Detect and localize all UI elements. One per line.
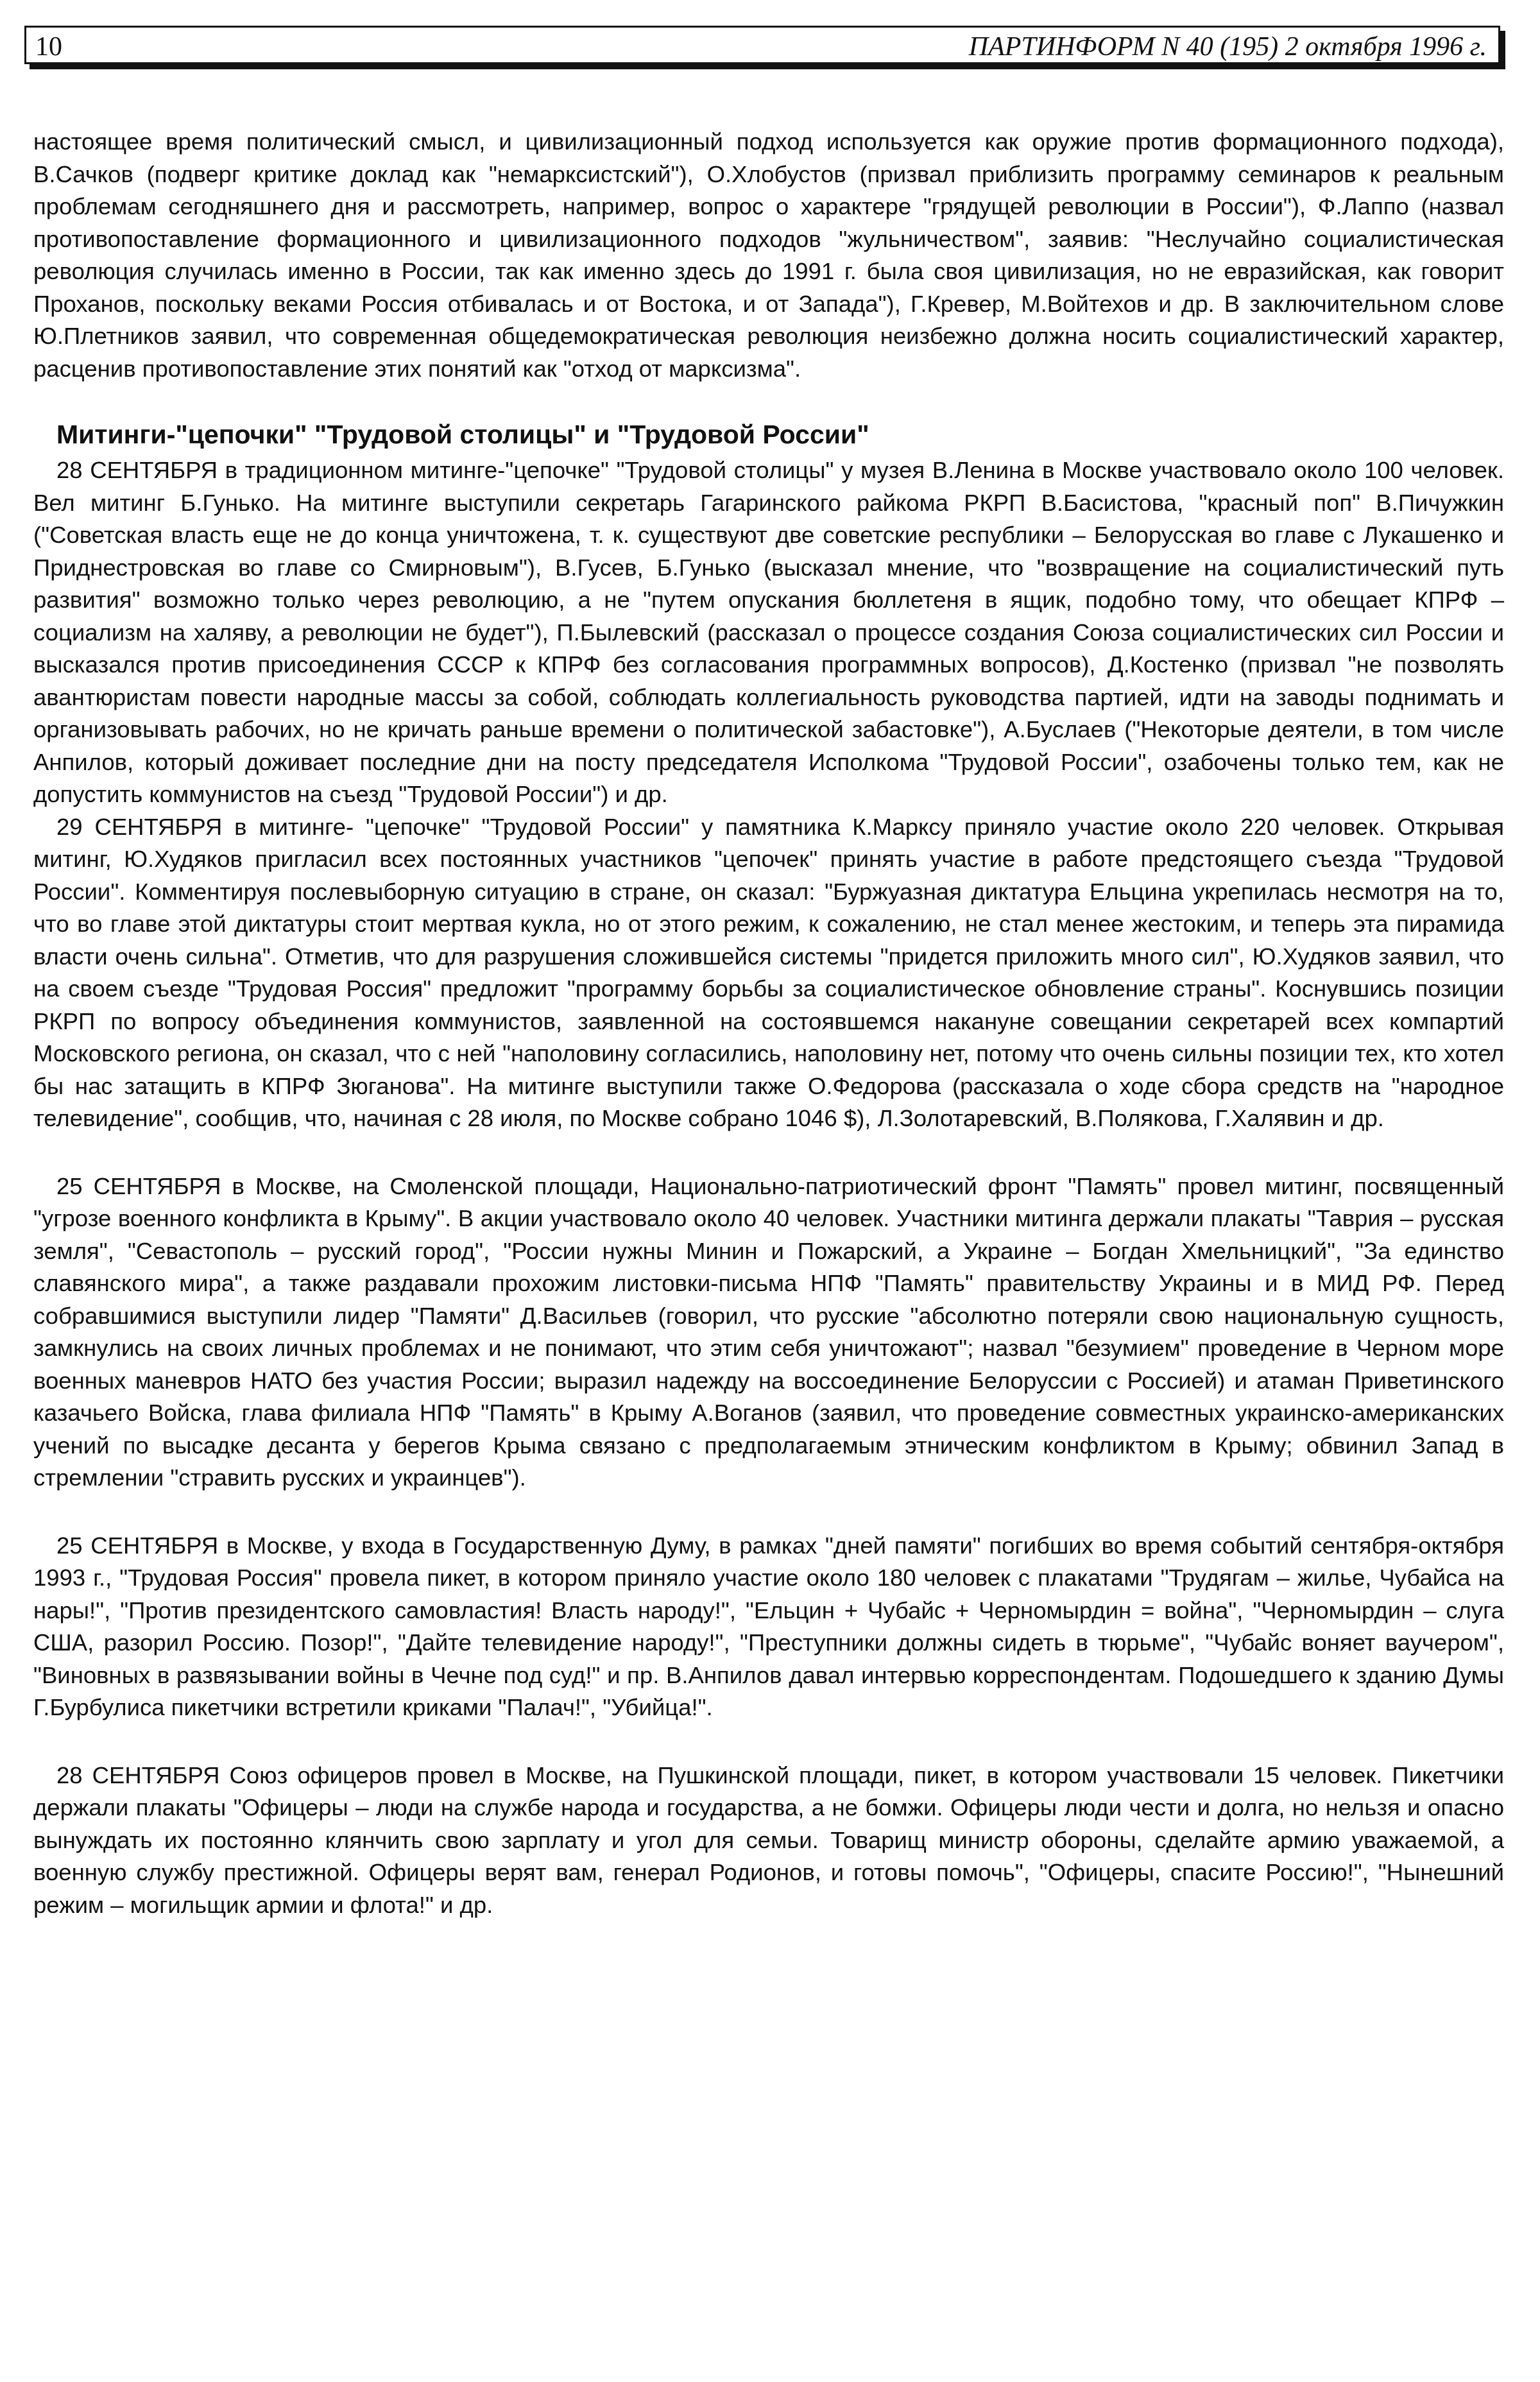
paragraph-officers-picket: 28 СЕНТЯБРЯ Союз офицеров провел в Москве, на Пушкинской площади, пикет, в котором участвовали 15 человек. Пикетчики держали плакаты "Офицеры – люди на службе народа и государства, а не бомжи. Офицеры люди чести и долга, но нельзя и опасно вынуждать их постоянно клянчить свою зарплату и угол для семьи. Товарищ министр обороны, сделайте армию уважаемой, а военную службу престижной. Офицеры верят вам, генерал Родионов, и готовы помочь", "Офицеры, спасите Россию!", "Нынешний режим – могильщик армии и флота!" и др.: [33, 1761, 1504, 1918]
page-number: 10: [35, 32, 62, 62]
section-heading: Митинги-"цепочки" "Трудовой столицы" и "Трудовой России": [56, 420, 869, 449]
publication-issue-date: ПАРТИНФОРМ N 40 (195) 2 октября 1996 г.: [968, 32, 1487, 62]
paragraph-rally-sept-28: 28 СЕНТЯБРЯ в традиционном митинге-"цепочке" "Трудовой столицы" у музея В.Ленина в Москве участвовало около 100 человек. Вел митинг Б.Гунько. На митинге выступили секретарь Гагаринского райкома РКРП В.Басистова, "красный поп" В.Пичужкин ("Советская власть еще не до конца уничтожена, т. к. существуют две советские республики – Белорусская во главе с Лукашенко и Приднестровская во главе со Смирновым"), В.Гусев, Б.Гунько (высказал мнение, что "возвращение на социалистический путь развития" возможно только через революцию, а не "путем опускания бюллетеня в ящик, подобно тому, что обещает КПРФ – социализм на халяву, а революции не будет"), П.Былевский (рассказал о процессе создания Союза социалистических сил России и высказался против присоединения СССР к КПРФ без согласования программных вопросов), Д.Костенко (призвал "не позволять авантюристам повести народные массы за собой, соблюдать коллегиальность руководства партией, идти на заводы поднимать и организовывать рабочих, но не кричать раньше времени о политической забастовке"), А.Буслаев ("Некоторые деятели, в том числе Анпилов, который доживает последние дни на посту председателя Исполкома "Трудовой России", озабочены только тем, как не допустить коммунистов на съезд "Трудовой России") и др.: [33, 457, 1504, 807]
article-body: [33, 126, 1504, 1921]
paragraph-pamyat-rally: 25 СЕНТЯБРЯ в Москве, на Смоленской площади, Национально-патриотический фронт "Память" провел митинг, посвященный "угрозе военного конфликта в Крыму". В акции участвовало около 40 человек. Участники митинга держали плакаты "Таврия – русская земля", "Севастополь – русский город", "России нужны Минин и Пожарский, а Украине – Богдан Хмельницкий", "За единство славянского мира", а также раздавали прохожим листовки-письма НПФ "Память" правительству Украины и в МИД РФ. Перед собравшимися выступили лидер "Памяти" Д.Васильев (говорил, что русские "абсолютно потеряли свою национальную сущность, замкнулись на своих личных проблемах и не понимают, что этим себя уничтожают"; назвал "безумием" проведение в Черном море военных маневров НАТО без участия России; выразил надежду на воссоединение Белоруссии с Россией) и атаман Приветинского казачьего Войска, глава филиала НПФ "Память" в Крыму А.Воганов (заявил, что проведение совместных украинско-американских учений по высадке десанта у берегов Крыма связано с предполагаемым этническим конфликтом в Крыму; обвинил Запад в стремлении "стравить русских и украинцев").: [33, 1172, 1504, 1491]
paragraph-rally-sept-29: 29 СЕНТЯБРЯ в митинге- "цепочке" "Трудовой России" у памятника К.Марксу приняло участие около 220 человек. Открывая митинг, Ю.Худяков пригласил всех постоянных участников "цепочек" принять участие в работе предстоящего съезда "Трудовой России". Комментируя послевыборную ситуацию в стране, он сказал: "Буржуазная диктатура Ельцина укрепилась несмотря на то, что во главе этой диктатуры стоит мертвая кукла, но от этого режим, к сожалению, не стал менее жестоким, и теперь эта пирамида власти очень сильна". Отметив, что для разрушения сложившейся системы "придется приложить много сил", Ю.Худяков заявил, что на своем съезде "Трудовая Россия" предложит "программу борьбы за социалистическое обновление страны". Коснувшись позиции РКРП по вопросу объединения коммунистов, заявленной на состоявшемся накануне совещании секретарей всех компартий Московского региона, он сказал, что с ней "наполовину согласились, наполовину нет, потому что очень сильны позиции тех, кто хотел бы нас затащить в КПРФ Зюганова". На митинге выступили также О.Федорова (рассказала о ходе сбора средств на "народное телевидение", сообщив, что, начиная с 28 июля, по Москве собрано 1046 $), Л.Золотаревский, В.Полякова, Г.Халявин и др.: [33, 813, 1504, 1131]
continued-paragraph: настоящее время политический смысл, и цивилизационный подход используется как оружие против формационного подхода), В.Сачков (подверг критике доклад как "немарксистский"), О.Хлобустов (призвал приблизить программу семинаров к реальным проблемам сегодняшнего дня и рассмотреть, например, вопрос о характере "грядущей революции в России"), Ф.Лаппо (назвал противопоставление формационного и цивилизационного подходов "жульничеством", заявив: "Неслучайно социалистическая революция случилась именно в России, так как именно здесь до 1991 г. была своя цивилизация, но не евразийская, как говорит Проханов, поскольку веками Россия отбивалась и от Востока, и от Запада"), Г.Кревер, М.Войтехов и др. В заключительном слове Ю.Плетников заявил, что современная общедемократическая революция неизбежно должна носить социалистический характер, расценив противопоставление этих понятий как "отход от марксизма".: [33, 128, 1504, 382]
running-header: [24, 26, 1500, 64]
paragraph-duma-picket: 25 СЕНТЯБРЯ в Москве, у входа в Государственную Думу, в рамках "дней памяти" погибших во время событий сентября-октября 1993 г., "Трудовая Россия" провела пикет, в котором приняло участие около 180 человек с плакатами "Трудягам – жилье, Чубайса на нары!", "Против президентского самовластия! Власть народу!", "Ельцин + Чубайс + Черномырдин = война", "Черномырдин – слуга США, разорил Россию. Позор!", "Дайте телевидение народу!", "Преступники должны сидеть в тюрьме", "Чубайс воняет ваучером", "Виновных в развязывании войны в Чечне под суд!" и пр. В.Анпилов давал интервью корреспондентам. Подошедшего к зданию Думы Г.Бурбулиса пикетчики встретили криками "Палач!", "Убийца!".: [33, 1532, 1504, 1720]
